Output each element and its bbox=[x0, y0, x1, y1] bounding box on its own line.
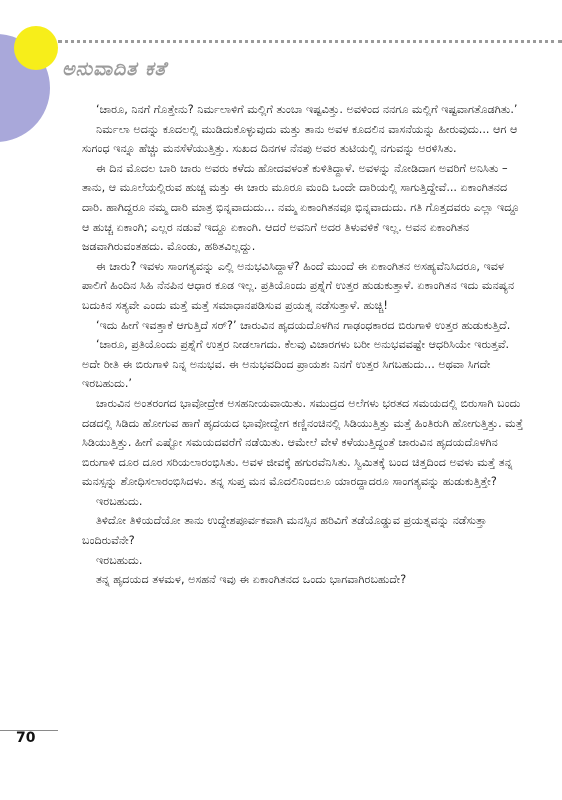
paragraph-10: ಇರಬಹುದು. bbox=[96, 553, 143, 567]
page-number: 70 bbox=[16, 730, 36, 746]
paragraph-6: ‘ಚಾರೂ, ಪ್ರತಿಯೊಂದು ಪ್ರಶ್ನೆಗೆ ಉತ್ತರ ನೀಡಲಾಗದು. ಕೆಲವು ವಿಚಾರಗಳು ಬರೀ ಅನುಭವವಷ್ಟೇ ಆಧರಿಸಿಯೇ ಇರುತ್ತವೆ. ಅದೇ ರೀತಿ ಈ ಬಿರುಗಾಳಿ ನಿನ್ನ ಅನುಭವ. ಈ ಅನುಭವದಿಂದ ಪ್ರಾಯಶಃ ನಿನಗೆ ಉತ್ತರ ಸಿಗಬಹುದು... ಅಥವಾ ಸಿಗದೇ ಇರಬಹುದು.’ bbox=[82, 338, 510, 391]
paragraph-5: ‘ಇದು ಹೀಗೆ ಇವತ್ತಾಕೆ ಆಗುತ್ತಿದೆ ಸರ್?’ ಚಾರುವಿನ ಹೃದಯದೊಳಗಿನ ಗಾಢಂಧಕಾರದ ಬಿರುಗಾಳಿ ಉತ್ತರ ಹುಡುಕುತ್ತಿದೆ. bbox=[96, 318, 511, 332]
story-body bbox=[82, 100, 530, 590]
paragraph-9: ತಿಳಿದೋ ತಿಳಿಯದೆಯೋ ತಾನು ಉದ್ದೇಶಪೂರ್ವಕವಾಗಿ ಮನಸ್ಸಿನ ಹರಿವಿಗೆ ತಡೆಯೊಡ್ಡುವ ಪ್ರಯತ್ನವನ್ನು ನಡೆಸುತ್ತಾ ಬಂದಿರುವೆನೇ? bbox=[82, 514, 487, 548]
decorative-yellow-circle bbox=[14, 26, 58, 70]
paragraph-4: ಈ ಚಾರು? ಇವಳು ಸಾಂಗತ್ಯವನ್ನು ಎಲ್ಲಿ ಅನುಭವಿಸಿದ್ದಾಳೆ? ಹಿಂದೆ ಮುಂದೆ ಈ ಏಕಾಂಗಿತನ ಅಸಹ್ಯವೆನಿಸಿದರೂ, ಇವಳ ಪಾಲಿಗೆ ಹಿಂದಿನ ಸಿಹಿ ನೆನಪಿನ ಆಧಾರ ಕೂಡ ಇಲ್ಲ. ಪ್ರತಿಯೊಂದು ಪ್ರಶ್ನೆಗೆ ಉತ್ತರ ಹುಡುಕುತ್ತಾಳೆ. ಏಕಾಂಗಿತನ ಇದು ಮನಷ್ಯನ ಬದುಕಿನ ಸತ್ಯವೇ ಎಂದು ಮತ್ತೆ ಮತ್ತೆ ಸಮಾಧಾನಪಡಿಸುವ ಪ್ರಯತ್ನ ನಡೆಸುತ್ತಾಳೆ. ಹುಚ್ಚಿ! bbox=[82, 259, 515, 312]
paragraph-8: ಇರಬಹುದು. bbox=[96, 494, 143, 508]
paragraph-3: ಈ ದಿನ ಮೊದಲ ಬಾರಿ ಚಾರು ಅವರು ಕಳೆದು ಹೋದವಳಂತೆ ಕುಳಿತಿದ್ದಾಳೆ. ಅವಳನ್ನು ನೋಡಿದಾಗ ಅವರಿಗೆ ಅನಿಸಿತು – ತಾನು, ಆ ಮೂಲೆಯಲ್ಲಿರುವ ಹುಚ್ಚ ಮತ್ತು ಈ ಚಾರು ಮೂರೂ ಮಂದಿ ಒಂದೇ ದಾರಿಯಲ್ಲಿ ಸಾಗುತ್ತಿದ್ದೇವೆ... ಏಕಾಂಗಿತನದ ದಾರಿ. ಹಾಗಿದ್ದರೂ ನಮ್ಮ ದಾರಿ ಮಾತ್ರ ಭಿನ್ನವಾದುದು... ನಮ್ಮ ಏಕಾಂಗಿತನವೂ ಭಿನ್ನವಾದುದು. ಗತಿ ಗೊತ್ತದವರು ಎಲ್ಲಾ ಇದ್ದೂ ಆ ಹುಚ್ಚ ಏಕಾಂಗಿ; ಎಲ್ಲರ ನಡುವೆ ಇದ್ದೂ ಏಕಾಂಗಿ. ಆದರೆ ಅವನಿಗೆ ಅದರ ತಿಳುವಳಿಕೆ ಇಲ್ಲ. ಅವನ ಏಕಾಂಗಿತನ ಜಡವಾಗಿರುವಂತಹದು. ಮೊಂಡು, ಹಠಿತವಿಲ್ಲದ್ದು. bbox=[82, 161, 520, 254]
paragraph-11: ತನ್ನ ಹೃದಯದ ತಳಮಳ, ಅಸಹನೆ ಇವು ಈ ಏಕಾಂಗಿತನದ ಒಂದು ಭಾಗವಾಗಿರಬಹುದೇ? bbox=[96, 573, 407, 587]
section-title: ಅನುವಾದಿತ ಕತೆ bbox=[62, 58, 167, 80]
header-dotted-rule bbox=[58, 40, 562, 43]
paragraph-2: ನಿರ್ಮಲಾ ಅದನ್ನು ಕೂದಲಲ್ಲಿ ಮುಡಿದುಕೊಳ್ಳುವುದು ಮತ್ತು ತಾನು ಅವಳ ಕೂದಲಿನ ವಾಸನೆಯನ್ನು ಹೀರುವುದು... ಆಗ ಆ ಸುಗಂಧ ಇನ್ನೂ ಹೆಚ್ಚು ಮನಸೆಳೆಯುತ್ತಿತ್ತು. ಸುಖದ ದಿನಗಳ ನೆನಪು ಅವರ ತುಟಿಯಲ್ಲಿ ನಗುವನ್ನು ಅರಳಿಸಿತು. bbox=[82, 122, 518, 156]
paragraph-1: ‘ಚಾರೂ, ನಿನಗೆ ಗೊತ್ತೇನು? ನಿರ್ಮಲಾಳಿಗೆ ಮಲ್ಲಿಗೆ ತುಂಬಾ ಇಷ್ಟವಿತ್ತು. ಅವಳಿಂದ ನನಗೂ ಮಲ್ಲಿಗೆ ಇಷ್ಟವಾಗತೊಡಗಿತು.’ bbox=[96, 103, 518, 116]
paragraph-7: ಚಾರುವಿನ ಅಂತರಂಗದ ಭಾವೋದ್ರೇಕ ಅಸಹನೀಯವಾಯಿತು. ಸಮುದ್ರದ ಅಲೆಗಳು ಭರತದ ಸಮಯದಲ್ಲಿ ಬಿರುಸಾಗಿ ಬಂದು ದಡದಲ್ಲಿ ಸಿಡಿದು ಹೋಗುವ ಹಾಗೆ ಹೃದಯದ ಭಾವೋದ್ವೇಗ ಕಣ್ಣಿನಂಚಿನಲ್ಲಿ ಸಿಡಿಯುತ್ತಿತ್ತು ಮತ್ತೆ ಹಿಂತಿರುಗಿ ಹೋಗುತ್ತಿತ್ತು. ಮತ್ತೆ ಸಿಡಿಯುತ್ತಿತ್ತು. ಹೀಗೆ ಎಷ್ಟೋ ಸಮಯದವರೆಗೆ ನಡೆಯಿತು. ಆಮೇಲೆ ವೇಳೆ ಕಳೆಯುತ್ತಿದ್ದಂತೆ ಚಾರುವಿನ ಹೃದಯದೊಳಗಿನ ಬಿರುಗಾಳಿ ದೂರ ದೂರ ಸರಿಯಲಾರಂಭಿಸಿತು. ಅವಳ ಜೀವಕ್ಕೆ ಹಗುರವೆನಿಸಿತು. ಸ್ವಿಮಿತಕ್ಕೆ ಬಂದ ಚಿತ್ತದಿಂದ ಅವಳು ಮತ್ತೆ ತನ್ನ ಮನಸ್ಸನ್ನು ಶೋಧಿಸಲಾರಂಭಿಸಿದಳು. ತನ್ನ ಸುಪ್ತ ಮನ ಮೊದಲಿನಿಂದಲೂ ಯಾರದ್ದಾದರೂ ಸಾಂಗತ್ಯವನ್ನು ಹುಡುಕುತ್ತಿತ್ತೇ? bbox=[82, 396, 524, 489]
